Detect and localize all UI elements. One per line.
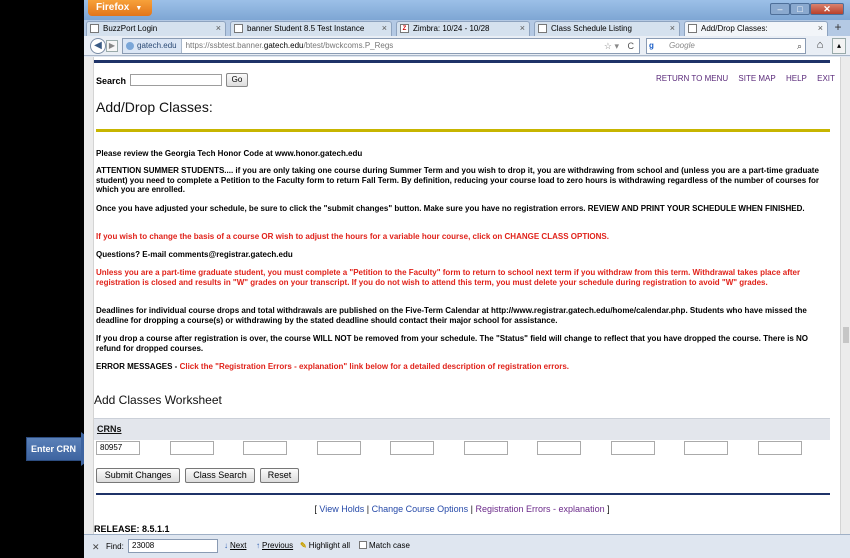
url-prefix: https://ssbtest.banner. [185, 41, 264, 50]
bottom-divider [96, 493, 830, 495]
tab-close-icon[interactable]: × [519, 23, 525, 33]
tab-add-drop[interactable] [684, 21, 828, 36]
exit-link[interactable]: EXIT [817, 74, 835, 83]
withdrawal-notice: Unless you are a part-time graduate student, you must complete a "Petition to the Faculty" form to return to school next term if you withdraw from this term. Withdrawal takes place after registration is closed and results in "W" grades on your transcript. If you do not wish to attend this term, you must delete your schedule during registration to avoid "W" grades. [96, 268, 801, 287]
footer-separator: | [364, 504, 372, 514]
firefox-menu-label: Firefox [96, 2, 130, 13]
find-bar [84, 534, 850, 558]
deadlines-notice: Deadlines for individual course drops and total withdrawals are published on the Five-Term Calendar at http://www.registrar.gatech.edu/home/calendar.php. Students who have missed the deadline for dropping a course(s) or withdrawing by the stated deadline should contact their major school for assistance. [96, 306, 807, 325]
crn-input-9[interactable] [684, 441, 728, 455]
chevron-down-icon: ▼ [135, 5, 143, 12]
questions-notice: Questions? E-mail comments@registrar.gatech.edu [96, 250, 293, 259]
new-tab-button[interactable]: + [834, 20, 842, 34]
zimbra-icon: Z [400, 24, 409, 33]
tab-label: BuzzPort Login [103, 24, 158, 33]
view-holds-link[interactable]: View Holds [319, 504, 365, 514]
tab-close-icon[interactable]: × [669, 23, 675, 33]
submit-changes-button[interactable]: Submit Changes [96, 468, 180, 483]
url-text [182, 41, 394, 50]
footer-separator: | [468, 504, 476, 514]
google-icon[interactable]: g [649, 41, 654, 50]
crn-input-3[interactable] [243, 441, 287, 455]
tab-label: Class Schedule Listing [551, 24, 632, 33]
footer-bracket-close: ] [604, 504, 610, 514]
error-messages-text: Click the "Registration Errors - explanation" link below for a detailed description of registration errors. [179, 362, 570, 371]
crn-input-7[interactable] [537, 441, 581, 455]
release-label: RELEASE: 8.5.1.1 [94, 524, 170, 534]
site-identity-button[interactable] [123, 39, 182, 53]
class-search-button[interactable]: Class Search [185, 468, 255, 483]
globe-icon [126, 42, 134, 50]
tab-close-icon[interactable]: × [817, 23, 823, 33]
help-link[interactable]: HELP [785, 74, 807, 83]
tab-label: Add/Drop Classes: [701, 24, 768, 33]
tab-buzzport[interactable] [86, 21, 226, 36]
highlight-all-button[interactable] [300, 541, 350, 550]
find-previous-button[interactable] [256, 541, 293, 550]
close-icon[interactable]: ✕ [92, 542, 100, 552]
checkbox-icon [359, 541, 367, 549]
summer-students-notice: ATTENTION SUMMER STUDENTS.... if you are only taking one course during Summer Term and you wish to drop it, you are withdrawing from school and (unless you are a part-time graduate student) you need to complete a Petition to the Faculty form to return Fall Term. By definition, reducing your course load to zero hours is withdrawing regardless of the number of courses for which you are enrolled. [96, 166, 820, 194]
return-to-menu-link[interactable]: RETURN TO MENU [656, 74, 729, 83]
search-placeholder: Google [669, 41, 695, 50]
tab-close-icon[interactable]: × [215, 23, 221, 33]
crn-input-2[interactable] [170, 441, 214, 455]
crn-input-5[interactable] [390, 441, 434, 455]
registration-errors-link[interactable]: Registration Errors - explanation [475, 504, 605, 514]
tab-banner[interactable] [230, 21, 392, 36]
tab-label: banner Student 8.5 Test Instance [247, 24, 365, 33]
find-next-label: Next [230, 541, 247, 550]
tab-bar [84, 20, 850, 36]
url-bar[interactable] [122, 38, 640, 54]
tab-zimbra[interactable] [396, 21, 530, 36]
reload-icon[interactable]: C [627, 41, 634, 51]
tab-close-icon[interactable]: × [381, 23, 387, 33]
submit-changes-notice: Once you have adjusted your schedule, be sure to click the "submit changes" button. Make sure you have no registration errors. REVIEW AND PRINT YOUR SCHEDULE WHEN FINISHED. [96, 204, 805, 213]
crn-header-label: CRNs [97, 424, 122, 434]
minimize-button[interactable]: – [770, 3, 790, 15]
site-search-go-button[interactable]: Go [226, 73, 248, 87]
worksheet-title: Add Classes Worksheet [94, 393, 222, 407]
top-divider [94, 60, 830, 63]
site-map-link[interactable]: SITE MAP [738, 74, 776, 83]
page-icon [688, 24, 697, 33]
match-case-checkbox[interactable] [359, 541, 410, 550]
footer-bracket-open: [ [314, 504, 320, 514]
scrollbar-thumb[interactable] [843, 327, 849, 343]
page-viewport [84, 57, 850, 534]
crn-input-6[interactable] [464, 441, 508, 455]
crn-input-1[interactable]: 80957 [96, 441, 140, 455]
home-icon[interactable]: ⌂ [816, 39, 824, 51]
honor-code-notice: Please review the Georgia Tech Honor Code at www.honor.gatech.edu [96, 149, 363, 158]
change-options-notice: If you wish to change the basis of a course OR wish to adjust the hours for a variable hour course, click on CHANGE CLASS OPTIONS. [96, 232, 609, 241]
left-border [84, 57, 94, 534]
header-links [656, 74, 843, 83]
forward-arrow-icon[interactable]: ▶ [106, 40, 118, 52]
url-suffix: /btest/bwckcoms.P_Regs [303, 41, 394, 50]
crn-input-4[interactable] [317, 441, 361, 455]
top-divider-accent [190, 60, 314, 63]
firefox-menu-button[interactable] [88, 0, 152, 16]
arrow-up-icon: ↑ [256, 541, 260, 550]
magnifier-icon[interactable]: ⌕ [796, 41, 802, 51]
web-search-box[interactable] [646, 38, 806, 54]
page-icon [234, 24, 243, 33]
page-icon [90, 24, 99, 33]
bookmark-star-icon[interactable]: ☆ ▾ [603, 41, 619, 51]
vertical-scrollbar[interactable] [840, 57, 850, 534]
error-messages-prefix: ERROR MESSAGES - [96, 362, 180, 371]
tab-label: Zimbra: 10/24 - 10/28 [413, 24, 490, 33]
find-input[interactable]: 23008 [128, 539, 218, 553]
find-previous-label: Previous [262, 541, 294, 550]
back-arrow-icon[interactable]: ◀ [90, 38, 106, 54]
drop-notice: If you drop a course after registration is over, the course WILL NOT be removed from your schedule. The "Status" field will change to reflect that you have dropped the course. There is NO refund for dropped courses. [96, 334, 809, 353]
tab-class-schedule[interactable] [534, 21, 680, 36]
arrow-down-icon: ↓ [224, 541, 228, 550]
site-search-label: Search [96, 76, 127, 86]
crn-input-8[interactable] [611, 441, 655, 455]
close-window-button[interactable]: ✕ [810, 3, 844, 15]
title-bar [84, 0, 850, 20]
navigation-bar [84, 36, 850, 56]
find-next-button[interactable] [224, 541, 246, 550]
find-label: Find: [106, 542, 124, 551]
enter-crn-label: Enter CRN [26, 437, 82, 461]
toolbar-overflow-icon[interactable]: ▴ [832, 38, 846, 54]
url-domain: gatech.edu [263, 41, 304, 50]
highlight-all-label: Highlight all [308, 541, 351, 550]
gold-divider [96, 129, 830, 132]
change-course-options-link[interactable]: Change Course Options [371, 504, 469, 514]
crn-input-10[interactable] [758, 441, 802, 455]
footer-links [84, 504, 840, 514]
site-search-input[interactable] [130, 74, 222, 86]
error-messages-notice [96, 362, 830, 372]
reset-button[interactable]: Reset [260, 468, 299, 483]
match-case-label: Match case [369, 541, 410, 550]
site-identity-label: gatech.edu [137, 41, 177, 50]
maximize-button[interactable]: □ [790, 3, 810, 15]
crn-header-row [94, 418, 830, 440]
firefox-window [84, 0, 850, 558]
page-title: Add/Drop Classes: [96, 99, 213, 115]
highlighter-icon: ✎ [300, 541, 307, 550]
page-icon [538, 24, 547, 33]
